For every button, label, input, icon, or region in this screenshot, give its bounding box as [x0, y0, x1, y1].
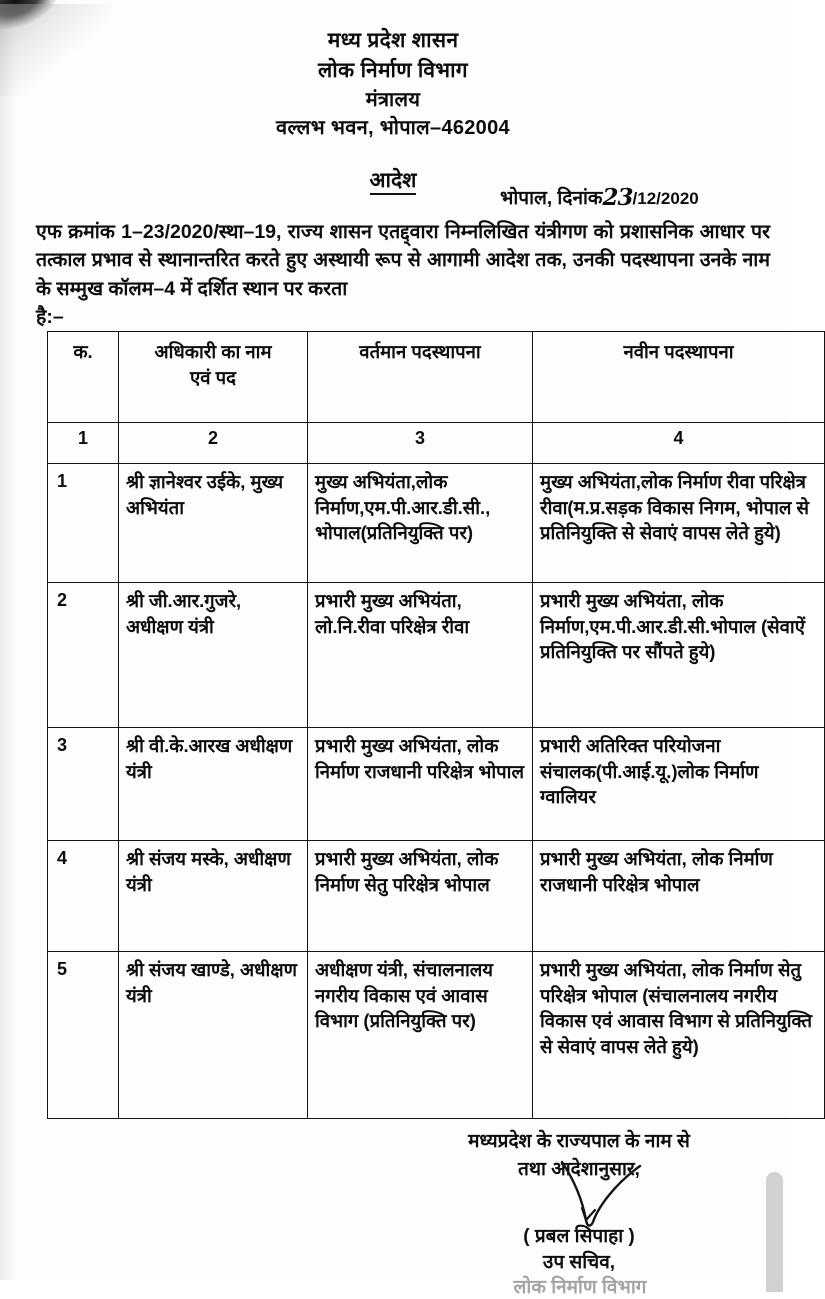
row-current-posting: अधीक्षण यंत्री, संचालनालय नगरीय विकास एवं आवास विभाग (प्रतिनियुक्ति पर): [308, 952, 533, 1119]
transfer-table: [47, 331, 825, 1119]
authority-line-2: तथा आदेशानुसार,: [518, 1158, 640, 1180]
order-body-text: एफ क्रमांक 1–23/2020/स्था–19, राज्य शासन एतद्द्वारा निम्नलिखित यंत्रीगण को प्रशासनिक आधार पर तत्काल प्रभाव से स्थानान्तरित करते हुए अस्थायी रूप से आगामी आदेश तक, उनकी पदस्थापना उनके नाम के सम्मुख कॉलम–4 में दर्शित स्थान पर करता: [36, 221, 770, 300]
table-row: [48, 583, 825, 728]
document-header: [0, 26, 786, 142]
column-header-new-posting: नवीन पदस्थापना: [533, 332, 825, 423]
column-number-4: 4: [533, 423, 825, 464]
row-current-posting: मुख्य अभियंता,लोक निर्माण,एम.पी.आर.डी.सी., भोपाल(प्रतिनियुक्ति पर): [308, 464, 533, 583]
table-column-number-row: [48, 423, 825, 464]
column-header-serial: क.: [48, 332, 119, 423]
table-row: [48, 952, 825, 1119]
row-serial: 3: [48, 728, 119, 841]
column-header-officer-line2: एवं पद: [190, 366, 236, 388]
order-body-tail: है:–: [36, 306, 64, 329]
signatory-designation: उप सचिव,: [542, 1252, 616, 1273]
date-separator-2: /: [656, 189, 661, 208]
signature-cutoff-line: लोक निर्माण विभाग: [513, 1277, 647, 1298]
row-current-posting: प्रभारी मुख्य अभियंता, लोक निर्माण सेतु परिक्षेत्र भोपाल: [308, 841, 533, 952]
column-header-current-posting: वर्तमान पदस्थापना: [308, 332, 533, 423]
header-government-name: मध्य प्रदेश शासन: [327, 29, 459, 52]
row-new-posting: प्रभारी मुख्य अभियंता, लोक निर्माण राजधानी परिक्षेत्र भोपाल: [533, 841, 825, 952]
signature-authority-block: [404, 1128, 754, 1183]
row-current-posting: प्रभारी मुख्य अभियंता, लोक निर्माण राजधानी परिक्षेत्र भोपाल: [308, 728, 533, 841]
order-body-paragraph: [36, 218, 770, 332]
order-date-month: 12: [637, 189, 657, 208]
table-head: [48, 332, 825, 464]
row-serial: 1: [48, 464, 119, 583]
row-new-posting: प्रभारी मुख्य अभियंता, लोक निर्माण सेतु परिक्षेत्र भोपाल (संचालनालय नगरीय विकास एवं आवास विभाग से प्रतिनियुक्ति से सेवाएं वापस लेते हुये): [533, 952, 825, 1119]
header-department-name: लोक निर्माण विभाग: [318, 58, 468, 82]
scrollbar-thumb[interactable]: [766, 1172, 783, 1292]
row-new-posting: प्रभारी मुख्य अभियंता, लोक निर्माण,एम.पी.आर.डी.सी.भोपाल (सेवाऐं प्रतिनियुक्ति पर सौंपते हुये): [533, 583, 825, 728]
row-new-posting: मुख्य अभियंता,लोक निर्माण रीवा परिक्षेत्र रीवा(म.प्र.सड़क विकास निगम, भोपाल से प्रतिनियुक्ति से सेवाएं वापस लेते हुये): [533, 464, 825, 583]
header-address: वल्लभ भवन, भोपाल–462004: [276, 117, 510, 140]
column-number-1: 1: [48, 423, 119, 464]
column-number-2: 2: [119, 423, 308, 464]
column-header-officer-line1: अधिकारी का नाम: [154, 341, 272, 362]
row-officer: श्री ज्ञानेश्वर उईके, मुख्य अभियंता: [119, 464, 308, 583]
row-new-posting: प्रभारी अतिरिक्त परियोजना संचालक(पी.आई.यू.)लोक निर्माण ग्वालियर: [533, 728, 825, 841]
date-separator-1: /: [632, 189, 638, 208]
table-row: [48, 464, 825, 583]
row-officer: श्री संजय खाण्डे, अधीक्षण यंत्री: [119, 952, 308, 1119]
row-serial: 2: [48, 583, 119, 728]
order-date-line: [500, 184, 699, 211]
row-officer: श्री संजय मस्के, अधीक्षण यंत्री: [119, 841, 308, 952]
order-place-label: भोपाल, दिनांक: [500, 188, 603, 209]
header-ministry: मंत्रालय: [365, 88, 421, 111]
table-row: [48, 841, 825, 952]
order-title-text: आदेश: [370, 169, 417, 195]
row-officer: श्री वी.के.आरख अधीक्षण यंत्री: [119, 728, 308, 841]
row-current-posting: प्रभारी मुख्य अभियंता, लो.नि.रीवा परिक्षेत्र रीवा: [308, 583, 533, 728]
signatory-name: ( प्रबल सिपाहा ): [523, 1226, 635, 1247]
order-date-day: 23: [602, 184, 633, 211]
authority-line-1: मध्यप्रदेश के राज्यपाल के नाम से: [468, 1131, 690, 1152]
table-row: [48, 728, 825, 841]
row-serial: 4: [48, 841, 119, 952]
order-date-year: 2020: [660, 189, 699, 208]
table-header-row: [48, 332, 825, 423]
column-number-3: 3: [308, 423, 533, 464]
row-serial: 5: [48, 952, 119, 1119]
column-header-officer: [119, 332, 308, 423]
table-body: [48, 464, 825, 1119]
row-officer: श्री जी.आर.गुजरे, अधीक्षण यंत्री: [119, 583, 308, 728]
